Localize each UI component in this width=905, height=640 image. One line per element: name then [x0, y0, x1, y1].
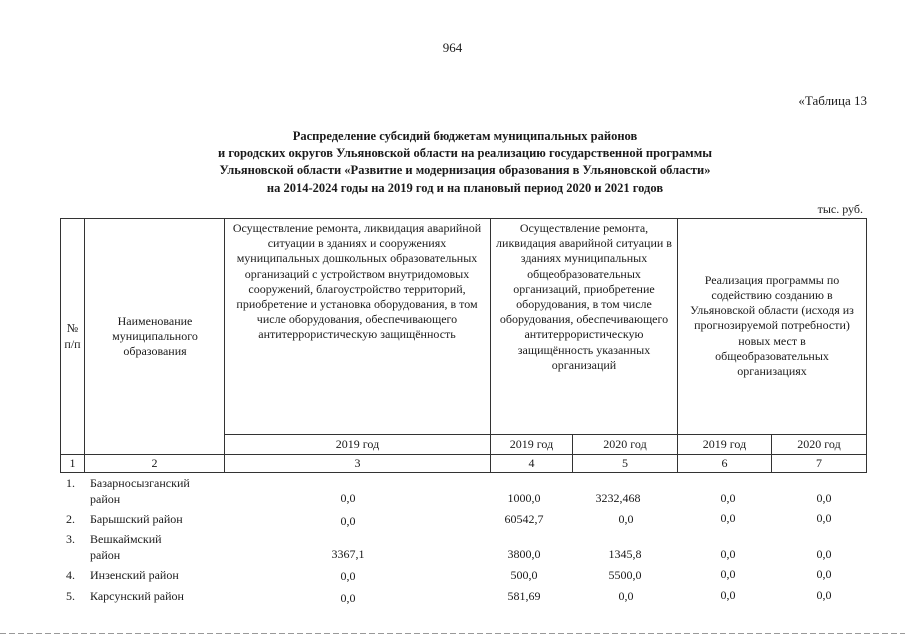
- value-school-2020: 0,0: [618, 589, 634, 603]
- index-cell: 6: [721, 455, 728, 470]
- index-cell: 3: [354, 455, 361, 470]
- row-name: [90, 511, 183, 527]
- bottom-rule: [0, 633, 905, 634]
- index-cell: 5: [622, 455, 628, 470]
- row-number: 2.: [66, 512, 75, 526]
- value-school-2020: 3232,468: [595, 491, 641, 505]
- page-number: 964: [442, 40, 463, 55]
- row-name-line: Карсунский район: [90, 589, 184, 603]
- year-cell: 2020 год: [603, 436, 647, 451]
- row-number: 5.: [66, 589, 75, 603]
- row-name: [90, 567, 179, 583]
- value-places-2019: 0,0: [720, 511, 736, 525]
- value-school-2020: 1345,8: [608, 547, 642, 561]
- header-school-repair: Осуществление ремонта, ликвидация аварийной ситуации в зданиях муниципальных общеобразовательных организаций, приобретение оборудования, в том числе оборудования, обеспечивающего антитеррористическую защищённость указанных организаций: [496, 221, 672, 372]
- index-cell: 1: [69, 455, 76, 470]
- value-school-2019: 1000,0: [507, 491, 541, 505]
- value-preschool-2019: 0,0: [340, 491, 356, 505]
- header-new-places: Реализация программы по содействию созданию в Ульяновской области (исходя из прогнозируемой потребности) новых мест в общеобразовательных организациях: [690, 272, 854, 378]
- row-number: 3.: [66, 532, 75, 546]
- row-name-line: Базарносызганский: [90, 476, 190, 490]
- year-cell: 2019 год: [509, 436, 554, 451]
- row-name-line: район: [90, 492, 121, 506]
- value-preschool-2019: 3367,1: [331, 547, 365, 561]
- value-places-2019: 0,0: [720, 547, 736, 561]
- row-name-line: Инзенский район: [90, 568, 179, 582]
- value-places-2020: 0,0: [816, 567, 832, 581]
- year-cell: 2020 год: [797, 436, 841, 451]
- row-name: [90, 475, 190, 507]
- index-cell: 4: [528, 455, 535, 470]
- grid-line: [84, 218, 85, 473]
- table-title: [120, 128, 810, 197]
- index-cell: 2: [151, 455, 158, 470]
- value-school-2019: 60542,7: [504, 512, 544, 526]
- row-name: [90, 588, 184, 604]
- header-preschool-repair: Осуществление ремонта, ликвидация аварийной ситуации в зданиях и сооружениях муниципальных дошкольных образовательных организаций с устройством внутридомовых сооружений, благоустройство территорий, приобретение и установка оборудования, в том числе оборудования, обеспечивающего антитеррористическую защищённость: [232, 221, 482, 342]
- value-school-2020: 0,0: [618, 512, 634, 526]
- value-places-2020: 0,0: [816, 547, 832, 561]
- value-school-2019: 3800,0: [507, 547, 541, 561]
- row-name-line: Вешкаймский: [90, 532, 162, 546]
- header-num: № п/п: [64, 321, 81, 351]
- grid-line: [60, 472, 867, 473]
- title-line: и городских округов Ульяновской области на реализацию государственной программы: [218, 146, 712, 161]
- row-name: [90, 531, 162, 563]
- row-number: 4.: [66, 568, 75, 582]
- value-preschool-2019: 0,0: [340, 591, 356, 605]
- units-label: тыс. руб.: [817, 202, 863, 216]
- title-line: Ульяновской области «Развитие и модернизация образования в Ульяновской области»: [219, 163, 711, 178]
- value-preschool-2019: 0,0: [340, 569, 356, 583]
- index-cell: 7: [816, 455, 822, 470]
- title-line: на 2014-2024 годы на 2019 год и на плановый период 2020 и 2021 годов: [266, 180, 664, 195]
- value-school-2020: 5500,0: [608, 568, 642, 582]
- value-places-2020: 0,0: [816, 588, 832, 602]
- row-name-line: район: [90, 548, 121, 562]
- title-line: Распределение субсидий бюджетам муниципальных районов: [292, 129, 638, 143]
- year-cell: 2019 год: [335, 436, 380, 451]
- value-school-2019: 500,0: [510, 568, 538, 582]
- year-cell: 2019 год: [702, 436, 747, 451]
- value-places-2020: 0,0: [816, 511, 832, 525]
- value-places-2019: 0,0: [720, 588, 736, 602]
- value-school-2019: 581,69: [507, 589, 541, 603]
- row-name-line: Барышский район: [90, 512, 183, 526]
- table-header: [60, 218, 867, 473]
- row-number: 1.: [66, 476, 75, 490]
- table-reference: «Таблица 13: [798, 93, 867, 108]
- value-places-2019: 0,0: [720, 567, 736, 581]
- value-places-2020: 0,0: [816, 491, 832, 505]
- header-name: Наименование муниципального образования: [112, 313, 198, 359]
- value-places-2019: 0,0: [720, 491, 736, 505]
- value-preschool-2019: 0,0: [340, 514, 356, 528]
